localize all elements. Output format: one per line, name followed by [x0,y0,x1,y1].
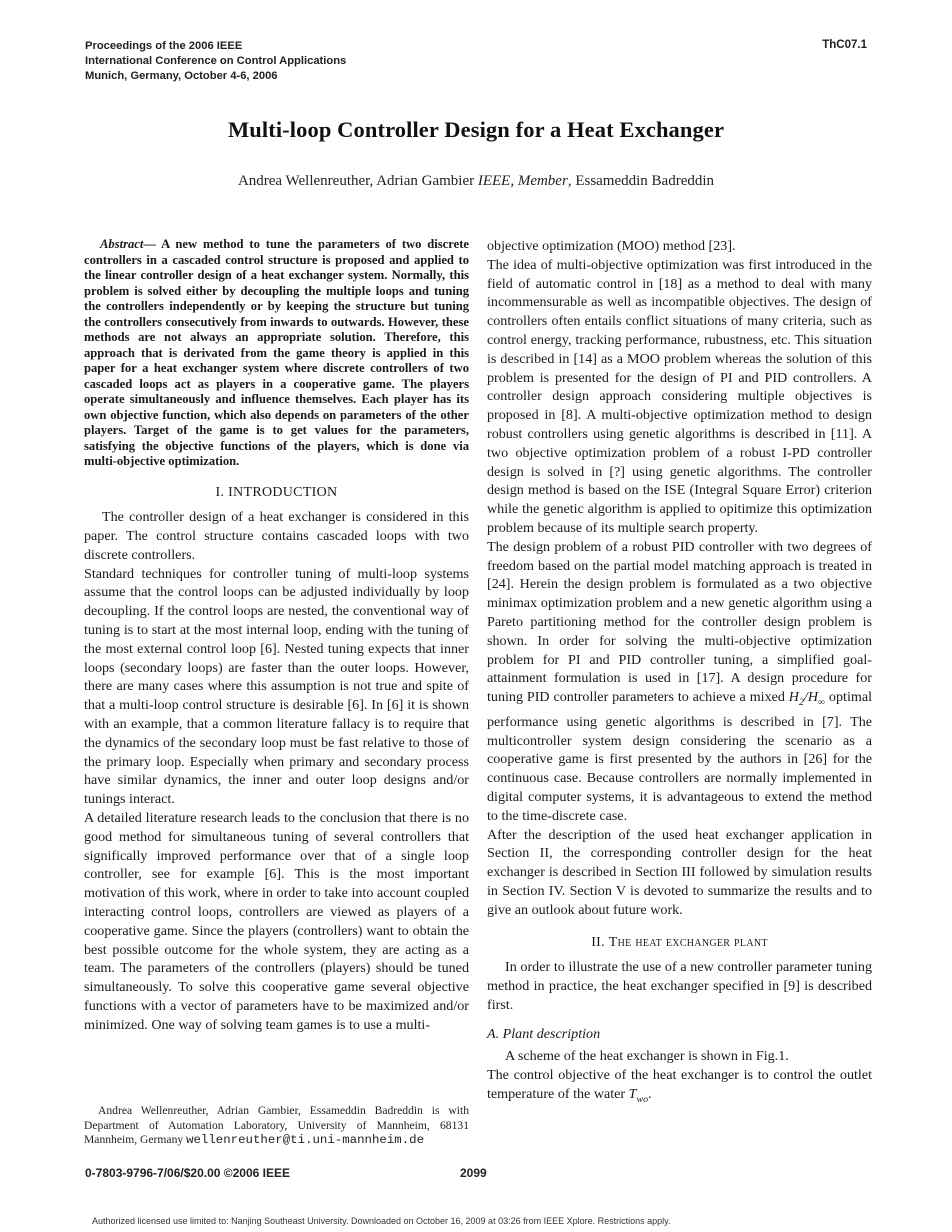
footnote-text: Andrea Wellenreuther, Adrian Gambier, Essameddin Badreddin is with Department of Automation Laboratory, University of Mannheim, 68131 Mannheim, Germany [84,1104,469,1146]
section-heading-introduction: I. INTRODUCTION [215,484,338,500]
header-line: Munich, Germany, October 4-6, 2006 [85,70,278,82]
abstract-dash: — [143,237,162,251]
license-notice: Authorized licensed use limited to: Nanjing Southeast University. Downloaded on October 16, 2009 at 03:26 from IEEE Xplore. Restrictions apply. [92,1216,671,1226]
math-subscript: 2 [798,696,804,708]
paragraph-text: . [648,1086,652,1103]
paper-title: Multi-loop Controller Design for a Heat Exchanger [227,117,725,142]
math-symbol: H [788,689,799,706]
paragraph [487,1066,872,1109]
copyright-notice: 0-7803-9796-7/06/$20.00 ©2006 IEEE [85,1166,290,1180]
page-number: 2099 [460,1166,487,1180]
proceedings-header [85,39,346,84]
header-line: Proceedings of the 2006 IEEE [85,40,243,52]
abstract-text: A new method to tune the parameters of two discrete controllers in a cascaded control structure is proposed and applied to the linear controller design of a heat exchanger system. Normally, this problem is solved either by decoupling the multiple loops and tuning the controllers independently or by keeping the structure but tuning the controllers consecutively from inwards to outwards. However, these methods are not always an appropriate solution. Therefore, this approach that is derivated from the game theory is applied in this paper for a heat exchanger system where discrete controllers of two cascaded loops act as players in a cooperative game. The players operate simultaneously and influence themselves. Each player has its own objective function, which also depends on parameters of the other players. Target of the game is to get values for the parameters, satisfying the objective functions of the players, which is done via multi-objective optimization. [84,237,469,468]
math-h2-hinf [788,689,826,708]
right-column [487,237,872,1110]
author-affiliation-footnote [84,1104,469,1148]
paragraph: objective optimization (MOO) method [23]. [487,238,736,254]
authors-text: Andrea Wellenreuther, Adrian Gambier [237,173,478,189]
session-code: ThC07.1 [822,39,867,51]
paragraph: After the description of the used heat exchanger application in Section II, the corresponding controller design for the heat exchanger is described in Section III followed by simulation results in Section IV. Section V is devoted to summarize the results and to give an outlook about future work. [487,826,872,918]
paragraph: The idea of multi-objective optimization was first introduced in the field of automatic control in [18] as a method to deal with many incommensurable as well as incompatible objectives. The design of controllers often entails conflict situations of many criteria, such as control energy, tracking performance, rubustness, etc. This situation is described in [14] as a MOO problem whereas the solution of this problem is presented for the design of PI and PID controllers. A controller design approach considering multiple objectives is proposed in [8]. A multi-objective optimization method to design robust controllers using genetic algorithms is described in [11]. A two objective optimization problem of a robust I-PD controller design is solved in [?] using genetic algorithms. The controller design method is based on the ISE (Integral Square Error) criterion while the genetic algorithm is applied to opitimize this optimization problem because of its multiple search property. [487,256,872,536]
author-email[interactable]: wellenreuther@ti.uni-mannheim.de [186,1133,425,1147]
section-title: The heat exchanger plant [608,934,768,950]
section-heading-plant [487,934,872,953]
left-column [84,237,469,1035]
math-subscript: wo [636,1093,649,1105]
author-list [0,173,952,190]
paragraph: The controller design of a heat exchanger is considered in this paper. The control structure contains cascaded loops with two discrete controllers. [84,509,469,563]
paragraph [487,538,872,826]
author-membership: IEEE, Member [477,173,568,189]
paragraph-text: optimal performance using genetic algorithms is described in [7]. The multicontroller system design considering the scenario as a cooperative game is first presented by the authors in [26] for the continuous case. Because controllers are normally implemented in digital computer systems, it is advantageous to extend the method to the time-discrete case. [487,689,872,824]
math-symbol: H [807,689,819,706]
authors-text: , Essameddin Badreddin [567,173,715,189]
section-number: II. [591,934,609,950]
subsection-heading: A. Plant description [487,1025,601,1042]
abstract [84,237,469,470]
paragraph: A scheme of the heat exchanger is shown in Fig.1. [505,1048,789,1065]
paragraph-text: The control objective of the heat exchanger is to control the outlet temperature of the water [487,1067,872,1103]
math-subscript: ∞ [818,696,826,708]
header-line: International Conference on Control Applications [85,55,347,67]
math-variable [628,1086,649,1105]
abstract-label: Abstract [100,237,144,251]
paragraph: Standard techniques for controller tuning of multi-loop systems assume that the control loops can be adjusted individually by loop decoupling. If the control loops are nested, the conventional way of tuning is to start at the most internal loop, ending with the tuning of the most external control loop [6]. Nested tuning expects that inner loops (secondary loops) are faster than the outer loops. However, there are many cases where this assumption is not true and spite of that a multi-loop control structure is desirable [6]. In [6] it is shown with an example, that a common literature fallacy is to require that the dynamics of the secondary loop must be fast relative to those of the primary loop. Especially when primary and secondary process have similar dynamics, the inner and outer loop designs and/or tunings interact. [84,565,469,808]
math-symbol: / [803,689,808,706]
paragraph: In order to illustrate the use of a new controller parameter tuning method in practice, the heat exchanger specified in [9] is described first. [487,959,872,1013]
paragraph-text: The design problem of a robust PID controller with two degrees of freedom based on the partial model matching approach is treated in [24]. Herein the design problem is formulated as a two objective minimax optimization problem and a new genetic algorithm using a Pareto partitioning method for the controller design problem is shown. In order for solving the multi-objective optimization problem for PI and PID controller tuning, a simplified goal-attainment formulation is used in [17]. A design procedure for tuning PID controller parameters to achieve a mixed [487,538,872,706]
paragraph: A detailed literature research leads to the conclusion that there is no good method for simultaneous tuning of several controllers that significally improved performance over that of a single loop controller, see for example [6]. This is the most important motivation of this work, where in order to take into account coupled interacting control loops, controllers are viewed as players of a cooperative game. Since the players (controllers) want to obtain the best possible outcome for the whole system, they are acting as a team. The parameters of the controllers (players) should be tuned simultaneously. To solve this cooperative game several objective functions with a vector of parameters have to be maximized and/or minimized. One way of solving team games is to use a multi- [84,810,469,1033]
math-symbol: T [628,1086,637,1103]
